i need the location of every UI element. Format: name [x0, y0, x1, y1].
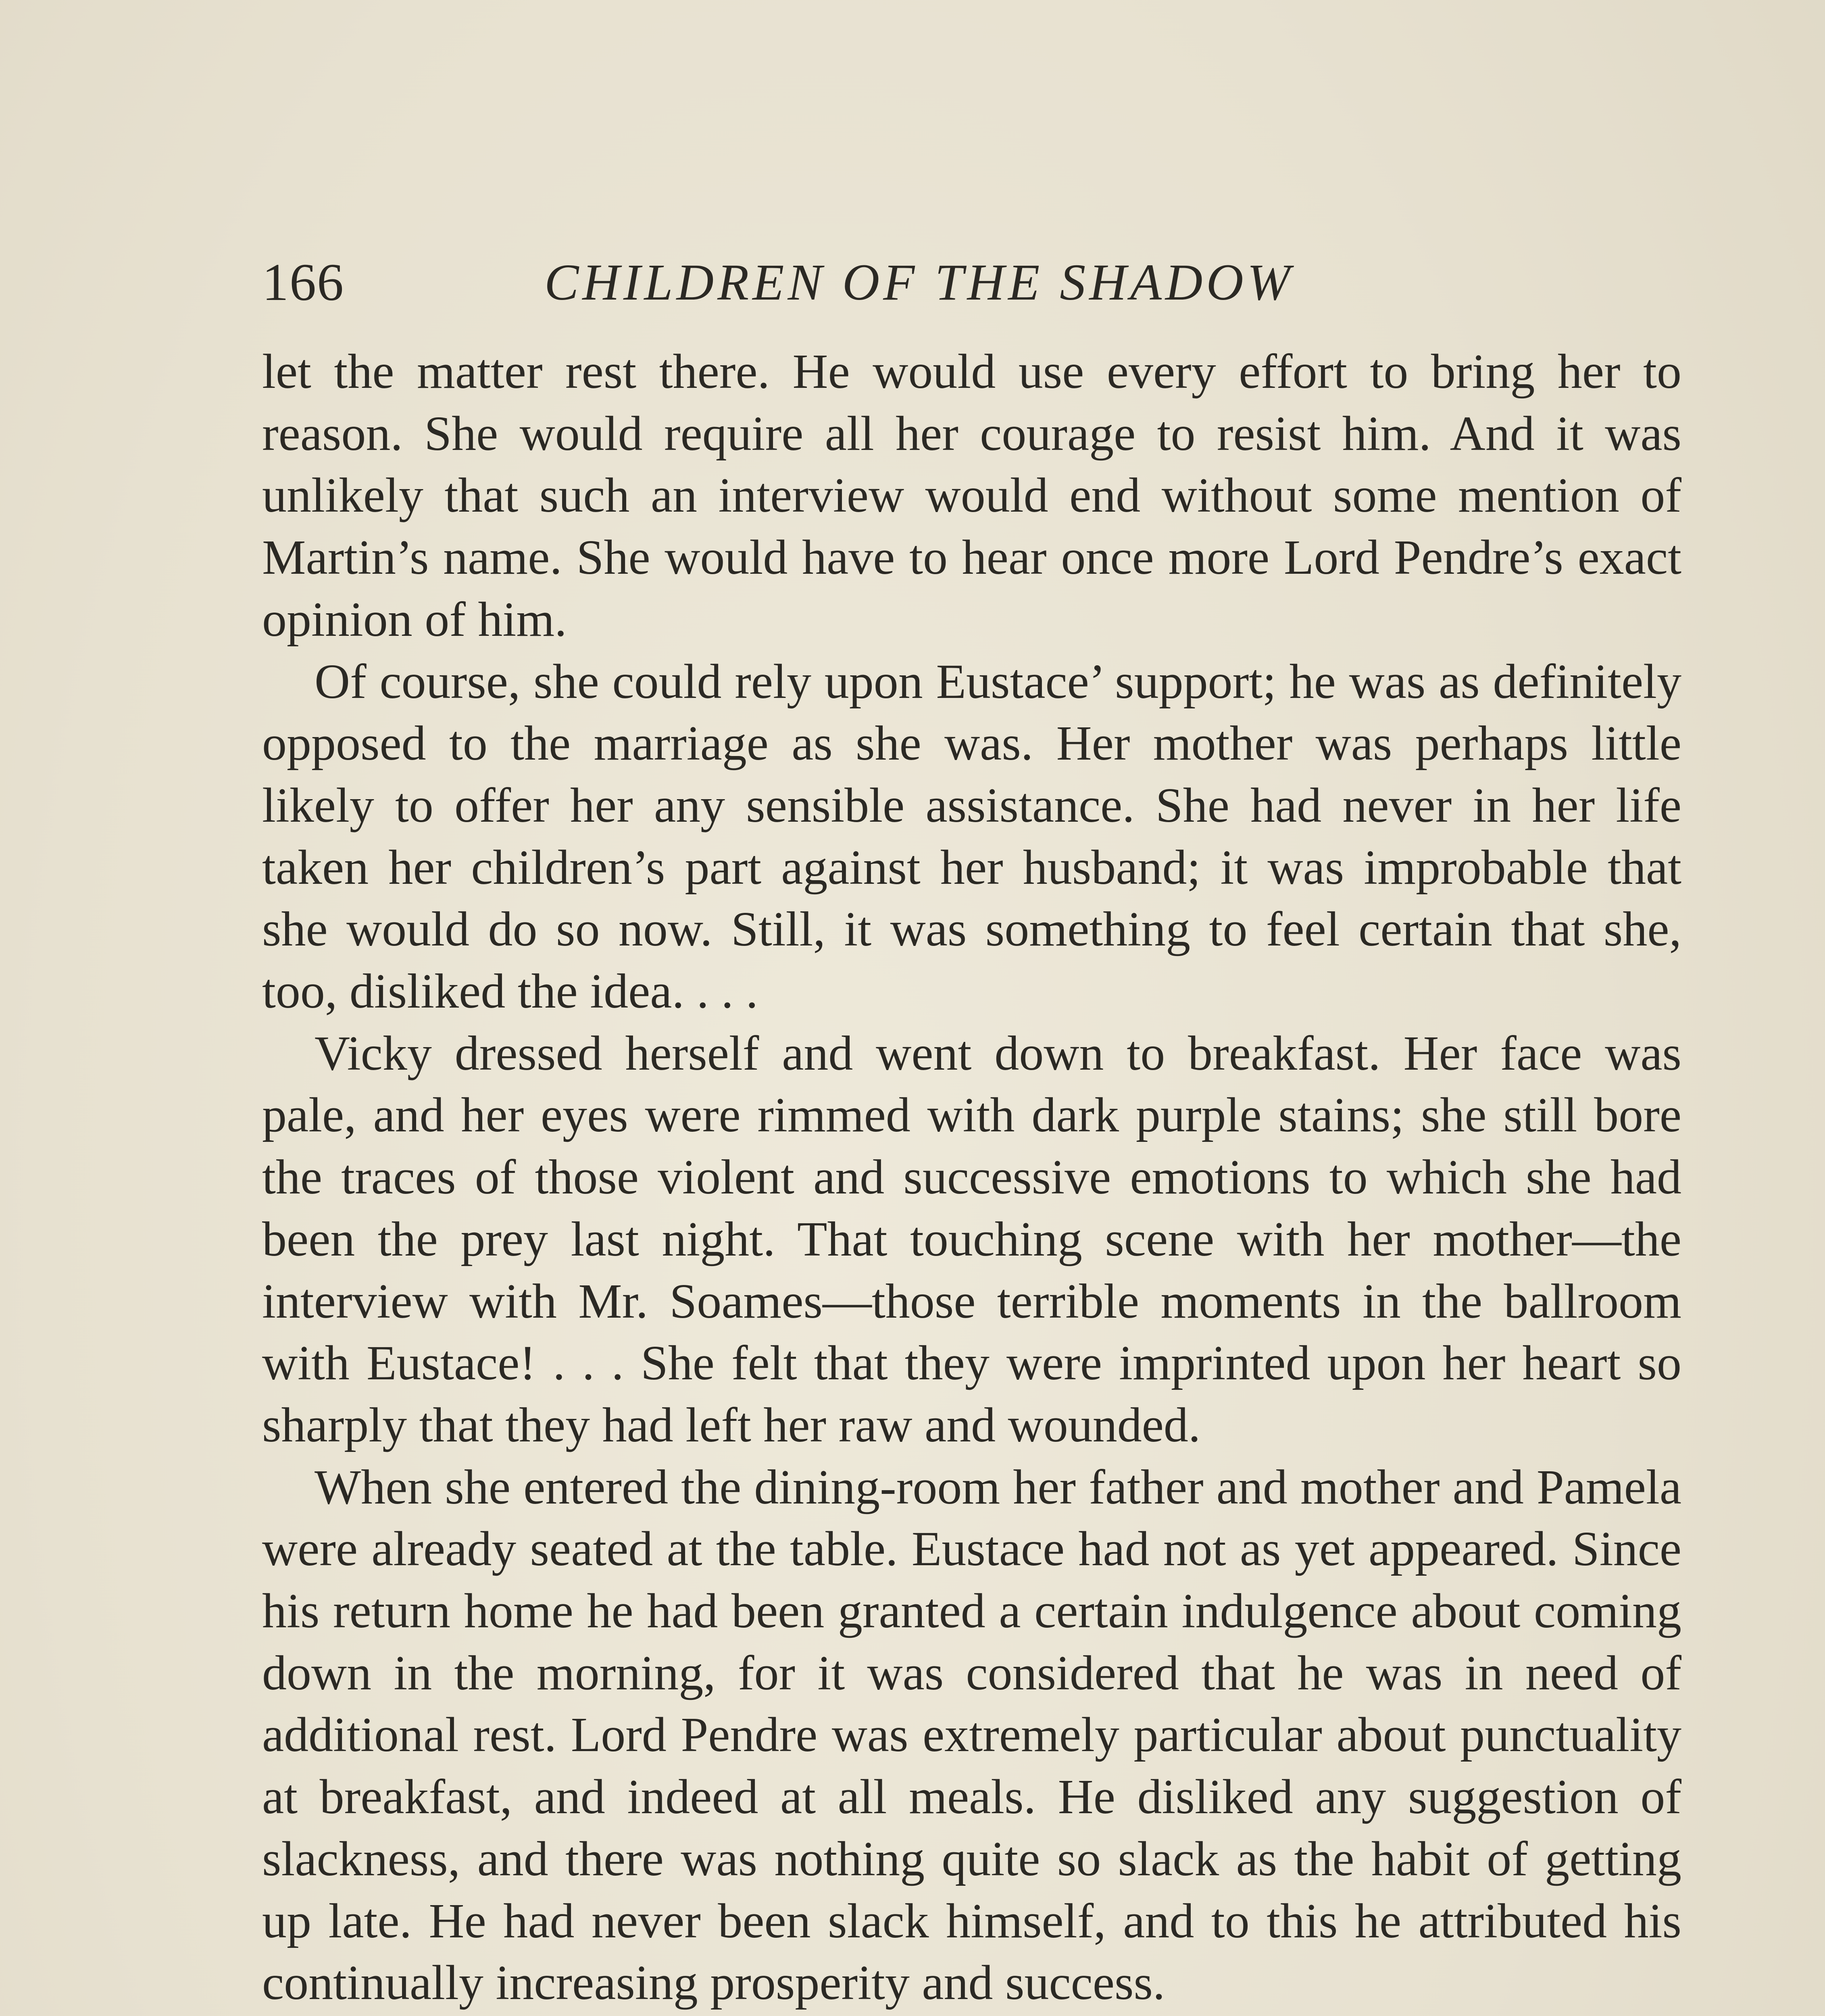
paragraph-2: Of course, she could rely upon Eustace’ support; he was as definitely opposed to the marriage as she was. Her mother was perhaps little likely to offer her any sensible assistance. She had never in her life taken her children’s part against her husband; it was improbable that she would do so now. Still, it was something to feel certain that she, too, disliked the idea. . . . — [262, 654, 1681, 1019]
paragraph-5 — [262, 2014, 1681, 2016]
paragraph-1: let the matter rest there. He would use every effort to bring her to reason. She would require all her courage to resist him. And it was unlikely that such an interview would end without some mention of Martin’s name. She would have to hear once more Lord Pendre’s exact opinion of him. — [262, 344, 1681, 647]
body-text — [262, 341, 1681, 2016]
running-head — [262, 242, 1681, 323]
page-number: 166 — [262, 252, 344, 312]
book-title: CHILDREN OF THE SHADOW — [544, 254, 1294, 311]
paragraph-3: Vicky dressed herself and went down to breakfast. Her face was pale, and her eyes were rimmed with dark purple stains; she still bore the traces of those violent and successive emotions to which she had been the prey last night. That touching scene with her mother—the interview with Mr. Soames—those terrible moments in the ballroom with Eustace! . . . She felt that they were imprinted upon her heart so sharply that they had left her raw and wounded. — [262, 1026, 1681, 1452]
paragraph-4: When she entered the dining-room her father and mother and Pamela were already seated at the table. Eustace had not as yet appeared. Since his return home he had been granted a certain indulgence about coming down in the morning, for it was considered that he was in need of additional rest. Lord Pendre was extremely particular about punctuality at breakfast, and indeed at all meals. He disliked any suggestion of slackness, and there was nothing quite so slack as the habit of getting up late. He had never been slack himself, and to this he attributed his continually increasing prosperity and success. — [262, 1460, 1681, 2010]
